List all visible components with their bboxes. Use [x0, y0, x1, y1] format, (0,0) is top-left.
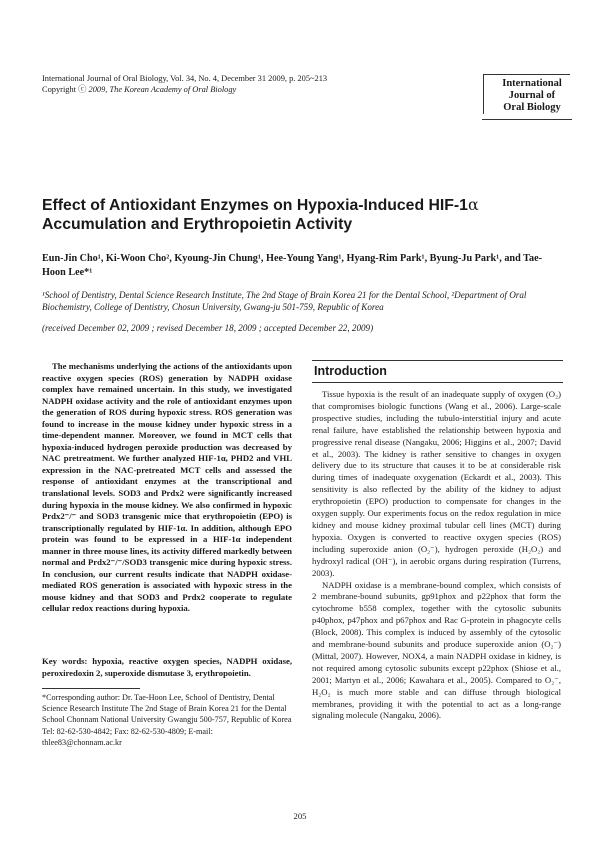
corresponding-author-footnote: *Corresponding author: Dr. Tae-Hoon Lee, School of Dentistry, Dental Science Research Institute The 2nd Stage of Brain Korea 21 for the Dental School Chonnam National University Gwangju 500-757, Republic of Korea Tel: 82-62-530-4842; Fax: 82-62-530-4809; E-mail: thlee83@chonnam.ac.kr [42, 693, 292, 747]
page-number: 205 [293, 811, 307, 821]
header-divider [482, 119, 572, 120]
citation-line: International Journal of Oral Biology, Vol. 34, No. 4, December 31 2009, p. 205~213 [42, 74, 328, 83]
keywords: Key words: hypoxia, reactive oxygen species, NADPH oxidase, peroxiredoxin 2, superoxide dismutase 3, erythropoietin. [42, 656, 292, 678]
introduction-paragraph-2: NADPH oxidase is a membrane-bound complex, which consists of 2 membrane-bound subunits, gp91phox and p22phox that form the cytochrome b558 complex, together with the cytosolic subunits p40phox, p47phox and p67phox and Rac G-protein in phagocyte cells (Block, 2008). This complex is induced by assembly of the cytosolic and membrane-bound subunits and produce superoxide anion (O₂⁻) (Mittal, 2007). However, NOX4, a main NADPH oxidase in kidney, is not required among cytosolic subunits except p22phox (Shiose et al., 2001; Martyn et al., 2006; Kawahara et al., 2005). Compared to O₂⁻, H₂O₂ is much more stable and can diffuse through biological membranes, providing it with the potential to act as a long-range signaling molecule (Nangaku, 2006). [312, 579, 561, 721]
introduction-body [312, 389, 561, 722]
article-title: Effect of Antioxidant Enzymes on Hypoxia-Induced HIF-1α Accumulation and Erythropoietin Activity [42, 195, 479, 233]
journal-name-line-2: Journal of [508, 90, 556, 101]
copyright-line: Copyright ⓒ 2009, The Korean Academy of Oral Biology [42, 85, 237, 94]
journal-name-box [483, 74, 570, 114]
section-heading-introduction: Introduction [312, 360, 563, 383]
footnote-divider [42, 688, 140, 689]
affiliations: ¹School of Dentistry, Dental Science Research Institute, The 2nd Stage of Brain Korea 21 for the Dental School, ²Department of Oral Biochemistry, College of Dentistry, Chosun University, Gwang-ju 501-759, Republic of Korea [42, 290, 527, 312]
introduction-paragraph-1: Tissue hypoxia is the result of an inadequate supply of oxygen (O₂) that compromises biologic functions (Wang et al., 2006). Large-scale prospective studies, including the tubulo-interstitial injury and acute renal failure, have established the relationship between hypoxia and progressive renal disease (Nangaku, 2006; Higgins et al., 2007; David et al., 2003). The kidney is rather sensitive to changes in oxygen delivery due to its structure that causes it to be at considerable risk during times of inadequate oxygenation (Eckardt et al., 2003). This sensitivity is also reflected by the ability of the kidney to adjust erythropoietin (EPO) production to compensate for changes in the oxygen supply. Our experiments focus on the redox regulation in mice kidney and mouse kidney proximal tubular cell lines (MCT) during hypoxia. Oxygen is converted to reactive oxygen species (ROS) including superoxide anion (O₂⁻), hydrogen peroxide (H₂O₂) and hydroxyl radical (OH⁻), in aerobic organs during respiration (Turrens, 2003). [312, 389, 561, 578]
journal-header [42, 73, 327, 95]
journal-name-line-3: Oral Biology [503, 102, 561, 113]
journal-name-line-1: International [502, 78, 562, 89]
author-list: Eun-Jin Cho¹, Ki-Woon Cho², Kyoung-Jin Chung¹, Hee-Young Yang¹, Hyang-Rim Park¹, Byung-Ju Park¹, and Tae-Hoon Lee*¹ [42, 253, 542, 278]
abstract: The mechanisms underlying the actions of the antioxidants upon reactive oxygen species (ROS) generation by NADPH oxidase complex have remained uncertain. In this study, we investigated NADPH oxidase activity and the role of antioxidant enzymes upon the generation of ROS during hypoxic stress. ROS generation was found to increase in the mouse kidney under hypoxic stress in a time-dependent manner. Moreover, we found in MCT cells that hypoxia-induced hydrogen peroxide production was decreased by NAC pretreatment. We further analyzed HIF-1α, PHD2 and VHL expression in the NAC-pretreated MCT cells and assessed the response of antioxidant enzymes at the transcriptional and translational levels. SOD3 and Prdx2 were significantly increased during hypoxia in the mouse kidney. We also confirmed in hypoxic Prdx2⁻/⁻ and SOD3 transgenic mice that erythropoietin (EPO) is transcriptionally regulated by HIF-1α. In addition, although EPO protein was found to be expressed in a HIF-1α independent manner in three mouse lines, its activity differed markedly between normal and Prdx2⁻/⁻/SOD3 transgenic mice during hypoxic stress. In conclusion, our current results indicate that NADPH oxidase-mediated ROS generation is associated with hypoxic stress in the mouse kidney and that SOD3 and Prdx2 cooperate to regulate cellular redox reactions during hypoxia. [42, 361, 292, 614]
copyright-symbol: ⓒ [78, 85, 87, 94]
received-dates: (received December 02, 2009 ; revised December 18, 2009 ; accepted December 22, 2009) [42, 323, 374, 333]
